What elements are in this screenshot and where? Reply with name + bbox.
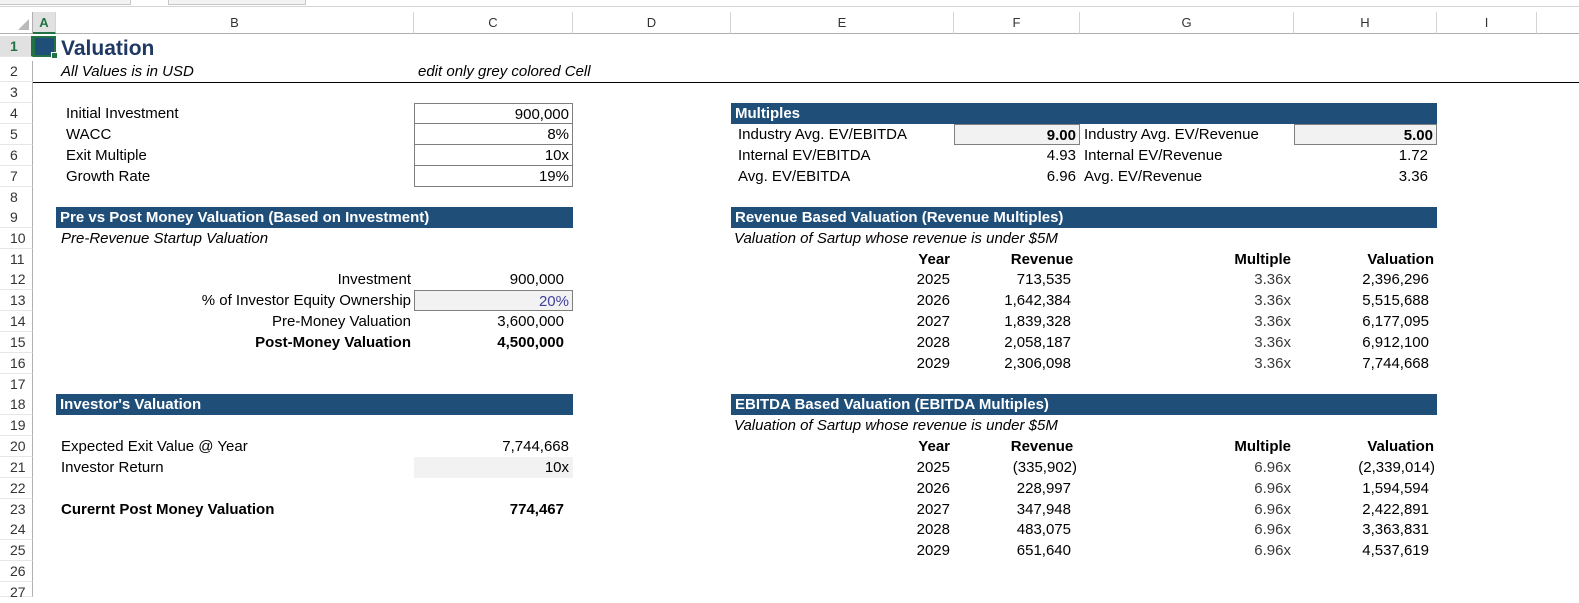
row-header-19[interactable]: 19: [0, 415, 33, 436]
revenue-col-year: Year: [918, 251, 950, 268]
ebitda-col-year: Year: [918, 438, 950, 455]
investor-return[interactable]: 10x: [414, 457, 573, 478]
pre-post-subtitle: Pre-Revenue Startup Valuation: [61, 230, 269, 247]
row-header-18[interactable]: 18: [0, 394, 33, 415]
multiples-label-internal-ev-revenue: Internal EV/Revenue: [1084, 147, 1223, 164]
ebitda-valuation-header: EBITDA Based Valuation (EBITDA Multiples): [731, 394, 1437, 415]
row-header-23[interactable]: 23: [0, 499, 33, 520]
ebitda-col-multiple: Multiple: [1234, 438, 1291, 455]
select-all-button[interactable]: [0, 12, 33, 34]
ebitda-valuation: (2,339,014): [1358, 459, 1435, 476]
revenue-year: 2026: [916, 292, 950, 309]
row-header-16[interactable]: 16: [0, 353, 33, 374]
ebitda-valuation: 3,363,831: [1362, 521, 1429, 538]
ebitda-valuation: 1,594,594: [1362, 480, 1429, 497]
row-header-27[interactable]: 27: [0, 582, 33, 597]
revenue-multiple: 3.36x: [1254, 355, 1291, 372]
fill-handle[interactable]: [51, 52, 58, 59]
revenue-valuation: 5,515,688: [1362, 292, 1429, 309]
input-growth-rate[interactable]: 19%: [414, 166, 573, 187]
revenue-col-revenue: Revenue: [1010, 251, 1074, 268]
pre-post-label-pre-money: Pre-Money Valuation: [272, 313, 411, 330]
input-initial-investment[interactable]: 900,000: [414, 103, 573, 124]
ebitda-value: (335,902): [1012, 459, 1077, 476]
row-header-22[interactable]: 22: [0, 478, 33, 499]
pre-post-label-investment: Investment: [337, 271, 411, 288]
investor-label-exit-value: Expected Exit Value @ Year: [61, 438, 248, 455]
title-underline: [33, 82, 1579, 83]
ebitda-value: 483,075: [1016, 521, 1071, 538]
multiples-industry-ev-ebitda[interactable]: 9.00: [954, 124, 1080, 145]
row-header-6[interactable]: 6: [0, 145, 33, 166]
investor-label-post-money: Curernt Post Money Valuation: [61, 501, 275, 518]
multiples-industry-ev-revenue[interactable]: 5.00: [1294, 124, 1437, 145]
row-header-9[interactable]: 9: [0, 207, 33, 228]
multiples-label-internal-ev-ebitda: Internal EV/EBITDA: [738, 147, 871, 164]
multiples-avg-ev-ebitda: 6.96: [1046, 168, 1076, 185]
revenue-value: 1,642,384: [1004, 292, 1071, 309]
ebitda-year: 2029: [916, 542, 950, 559]
revenue-valuation: 6,177,095: [1362, 313, 1429, 330]
pre-post-label-equity-ownership: % of Investor Equity Ownership: [201, 292, 411, 309]
column-header-e[interactable]: E: [731, 12, 954, 34]
column-header-f[interactable]: F: [954, 12, 1080, 34]
input-wacc[interactable]: 8%: [414, 124, 573, 145]
sheet-title: Valuation: [61, 37, 155, 60]
input-label-initial-investment: Initial Investment: [66, 105, 179, 122]
row-header-1[interactable]: 1: [0, 36, 33, 57]
multiples-label-industry-ev-revenue: Industry Avg. EV/Revenue: [1084, 126, 1259, 143]
active-cell-a1[interactable]: [33, 36, 56, 57]
row-header-10[interactable]: 10: [0, 228, 33, 249]
ebitda-year: 2025: [916, 459, 950, 476]
revenue-valuation: 7,744,668: [1362, 355, 1429, 372]
input-exit-multiple[interactable]: 10x: [414, 145, 573, 166]
revenue-value: 713,535: [1016, 271, 1071, 288]
row-header-12[interactable]: 12: [0, 269, 33, 290]
row-header-24[interactable]: 24: [0, 519, 33, 540]
ebitda-year: 2028: [916, 521, 950, 538]
row-header-4[interactable]: 4: [0, 103, 33, 124]
input-label-wacc: WACC: [66, 126, 112, 143]
revenue-year: 2029: [916, 355, 950, 372]
formula-input-edge[interactable]: [168, 0, 306, 5]
ebitda-value: 347,948: [1016, 501, 1071, 518]
row-header-8[interactable]: 8: [0, 187, 33, 208]
ebitda-value: 651,640: [1016, 542, 1071, 559]
revenue-value: 2,306,098: [1004, 355, 1071, 372]
column-header-a[interactable]: A: [33, 12, 56, 34]
pre-post-post-money: 4,500,000: [497, 334, 564, 351]
ebitda-col-revenue: Revenue: [1010, 438, 1074, 455]
revenue-value: 1,839,328: [1004, 313, 1071, 330]
revenue-year: 2027: [916, 313, 950, 330]
multiples-avg-ev-revenue: 3.36: [1398, 168, 1428, 185]
ebitda-multiple: 6.96x: [1254, 480, 1291, 497]
column-header-g[interactable]: G: [1080, 12, 1294, 34]
multiples-internal-ev-ebitda: 4.93: [1046, 147, 1076, 164]
revenue-multiple: 3.36x: [1254, 313, 1291, 330]
investor-exit-value: 7,744,668: [502, 438, 569, 455]
row-header-3[interactable]: 3: [0, 82, 33, 103]
column-header-d[interactable]: D: [573, 12, 731, 34]
row-header-15[interactable]: 15: [0, 332, 33, 353]
row-header-20[interactable]: 20: [0, 436, 33, 457]
name-box-edge[interactable]: [0, 0, 131, 5]
investor-label-return: Investor Return: [61, 459, 164, 476]
revenue-year: 2028: [916, 334, 950, 351]
pre-post-equity-ownership[interactable]: 20%: [414, 290, 573, 311]
revenue-valuation: 2,396,296: [1362, 271, 1429, 288]
ebitda-valuation: 2,422,891: [1362, 501, 1429, 518]
ebitda-valuation-subtitle: Valuation of Sartup whose revenue is under $5M: [734, 417, 1058, 434]
ebitda-year: 2026: [916, 480, 950, 497]
revenue-year: 2025: [916, 271, 950, 288]
pre-post-investment: 900,000: [509, 271, 564, 288]
row-header-2[interactable]: 2: [0, 61, 33, 82]
pre-post-header: Pre vs Post Money Valuation (Based on Investment): [56, 207, 573, 228]
ebitda-year: 2027: [916, 501, 950, 518]
column-header-i[interactable]: I: [1437, 12, 1537, 34]
row-header-14[interactable]: 14: [0, 311, 33, 332]
revenue-valuation-subtitle: Valuation of Sartup whose revenue is under $5M: [734, 230, 1058, 247]
row-header-7[interactable]: 7: [0, 166, 33, 187]
revenue-value: 2,058,187: [1004, 334, 1071, 351]
pre-post-pre-money: 3,600,000: [497, 313, 564, 330]
revenue-multiple: 3.36x: [1254, 271, 1291, 288]
input-label-exit-multiple: Exit Multiple: [66, 147, 147, 164]
ebitda-multiple: 6.96x: [1254, 521, 1291, 538]
input-label-growth-rate: Growth Rate: [66, 168, 151, 185]
multiples-label-industry-ev-ebitda: Industry Avg. EV/EBITDA: [738, 126, 907, 143]
row-header-11[interactable]: 11: [0, 249, 33, 270]
revenue-multiple: 3.36x: [1254, 334, 1291, 351]
revenue-valuation: 6,912,100: [1362, 334, 1429, 351]
multiples-internal-ev-revenue: 1.72: [1398, 147, 1428, 164]
ebitda-value: 228,997: [1016, 480, 1071, 497]
multiples-label-avg-ev-ebitda: Avg. EV/EBITDA: [738, 168, 851, 185]
row-header-17[interactable]: 17: [0, 374, 33, 395]
revenue-valuation-header: Revenue Based Valuation (Revenue Multiples): [731, 207, 1437, 228]
sheet-subtitle: All Values is in USD: [61, 63, 194, 80]
pre-post-label-post-money: Post-Money Valuation: [255, 334, 411, 351]
ebitda-multiple: 6.96x: [1254, 542, 1291, 559]
ebitda-multiple: 6.96x: [1254, 459, 1291, 476]
multiples-label-avg-ev-revenue: Avg. EV/Revenue: [1084, 168, 1203, 185]
ebitda-valuation: 4,537,619: [1362, 542, 1429, 559]
ebitda-multiple: 6.96x: [1254, 501, 1291, 518]
edit-note: edit only grey colored Cell: [418, 63, 591, 80]
column-header-h[interactable]: H: [1294, 12, 1437, 34]
formula-bar-edge: [0, 0, 1579, 7]
revenue-col-multiple: Multiple: [1234, 251, 1291, 268]
multiples-header: Multiples: [731, 103, 1437, 124]
investor-post-money: 774,467: [509, 501, 564, 518]
row-header-25[interactable]: 25: [0, 540, 33, 561]
investor-header: Investor's Valuation: [56, 394, 573, 415]
revenue-multiple: 3.36x: [1254, 292, 1291, 309]
select-all-triangle-icon: [18, 19, 29, 30]
column-header-blank: [1537, 12, 1579, 34]
row-header-21[interactable]: 21: [0, 457, 33, 478]
column-header-c[interactable]: C: [414, 12, 573, 34]
ebitda-col-valuation: Valuation: [1367, 438, 1434, 455]
row-header-13[interactable]: 13: [0, 290, 33, 311]
column-header-b[interactable]: B: [56, 12, 414, 34]
row-header-5[interactable]: 5: [0, 124, 33, 145]
row-header-26[interactable]: 26: [0, 561, 33, 582]
revenue-col-valuation: Valuation: [1367, 251, 1434, 268]
